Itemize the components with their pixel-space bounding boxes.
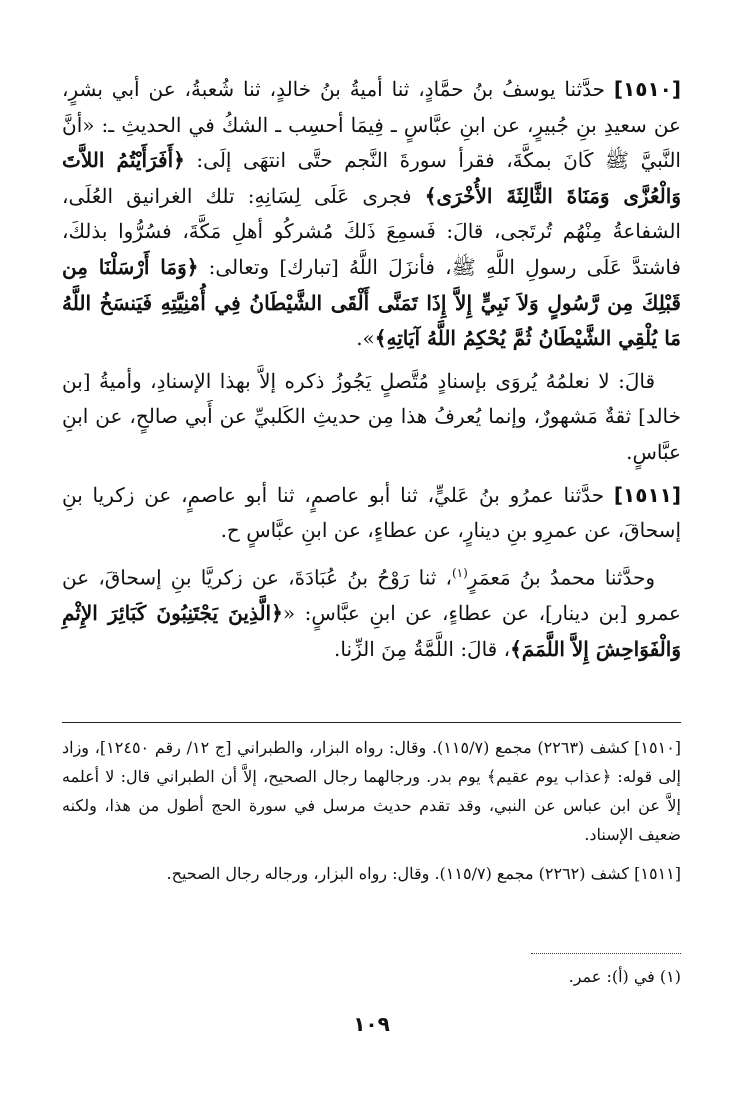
hadith-1511-number: [١٥١١]	[613, 482, 682, 507]
footnotes	[62, 964, 681, 990]
quran-verse-1: ﴿أَفَرَأَيْتُمُ اللاَّتَ وَالْعُزَّى وَمَنَاةَ الثَّالِثَةَ الأُخْرَى﴾	[62, 148, 681, 208]
notes-divider	[62, 722, 681, 723]
hadith-1510-text-c: ».	[356, 326, 375, 351]
note-1511: [١٥١١] كشف (٢٢٦٢) مجمع (١١٥/٧). وقال: رواه البزار، ورجاله رجال الصحيح.	[166, 864, 681, 883]
footnote-marker: (١)	[451, 565, 468, 580]
page-number: ١٠٩	[353, 1012, 390, 1036]
hadith-1511-second-chain	[62, 556, 681, 667]
main-text	[62, 72, 681, 674]
hadith-1511-text-c: ، قالَ: اللَّمَّةُ مِنَ الزِّنا.	[334, 636, 511, 661]
hadith-1511-text-b: ، ثنا رَوْحُ بنُ عُبَادَةَ، عن زكريَّا بنِ إسحاقَ، عن عمرو [بن دينار]، عن عطاءٍ، عن ابنِ عبَّاسٍ: «	[62, 565, 681, 625]
hadith-1511-text-a: وحدَّثنا محمدُ بنُ مَعمَرٍ	[467, 565, 655, 590]
hadith-1510-text-a: حدَّثنا يوسفُ بنُ حمَّادٍ، ثنا أميةُ بنُ خالدٍ، ثنا شُعبةُ، عن أبي بشرٍ، عن سعيدِ بنِ جُبيرٍ، عن ابنِ عبَّاسٍ ـ فِيمَا أحسِب ـ الشكُ في الحديثِ ـ: «أنَّ النَّبيَّ ﷺ كَانَ بمكَّةَ، فقرأ سورةَ النَّجم حتَّى انتهَى إلَى:	[62, 77, 681, 173]
hadith-1510-number: [١٥١٠]	[613, 77, 682, 101]
hadith-1510-paragraph	[62, 72, 681, 357]
hadith-1511-text: حدَّثنا عمرُو بنُ عَليٍّ، ثنا أبو عاصمٍ، ثنا أبو عاصمٍ، عن زكريا بنِ إسحاقَ، عن عمرِو بنِ دينارٍ، عن عطاءٍ، عن ابنِ عبَّاسٍ ح.	[62, 482, 681, 543]
takhrij-notes	[62, 733, 681, 898]
note-1510: [١٥١٠] كشف (٢٢٦٣) مجمع (١١٥/٧). وقال: رواه البزار، والطبراني [ج ١٢/ رقم ١٢٤٥٠]، وزاد إلى قوله: ﴿عذاب يوم عقيم﴾ يوم بدر. ورجالهما رجال الصحيح، إلاَّ أن الطبراني قال: لا أعلمه إلاَّ عن ابن عباس عن النبي، وقد تقدم حديث مرسل في سورة الحج أطول من هذا، ولكنه ضعيف الإسناد.	[62, 738, 682, 844]
footnote-separator	[531, 953, 681, 954]
hadith-1511-paragraph	[62, 478, 681, 549]
quran-verse-3: ﴿الَّذِينَ يَجْتَنِبُونَ كَبَائِرَ الإِثْمِ وَالْفَوَاحِشَ إِلاَّ اللَّمَمَ﴾	[62, 600, 681, 661]
footnote-1: (١) في (أ): عمر.	[568, 967, 681, 986]
quran-verse-2: ﴿وَمَا أَرْسَلْنَا مِن قَبْلِكَ مِن رَّسُولٍ وَلاَ نَبِيٍّ إِلاَّ إِذَا تَمَنَّى أَلْقَى الشَّيْطَانُ فِي أُمْنِيَّتِهِ فَيَنسَخُ اللَّهُ مَا يُلْقِي الشَّيْطَانُ ثُمَّ يُحْكِمُ اللَّهُ آيَاتِهِ﴾	[62, 254, 681, 351]
hadith-1510-text-b: فجرى عَلَى لِسَانِهِ: تلك الغرانيق العُلَى، الشفاعةُ مِنْهُم تُرتَجى، قالَ: فَسمِعَ ذَلكَ مُشركُو أهلِ مَكَّةَ، فسُرُّوا بذلكَ، فاشتدَّ عَلَى رسولِ اللَّهِ ﷺ، فأنزَلَ اللَّهُ [تبارك] وتعالى:	[62, 183, 681, 279]
hadith-1510-commentary: قالَ: لا نعلمُهُ يُروَى بإسنادٍ مُتَّصلٍ يَجُوزُ ذكره إلاَّ بهذا الإسنادِ، وأميةُ [بن خالد] ثقةٌ مَشهورٌ، وإنما يُعرفُ هذا مِن حديثِ الكَلبيِّ عن أَبي صالحٍ، عن ابنِ عبَّاسٍ.	[62, 368, 681, 464]
